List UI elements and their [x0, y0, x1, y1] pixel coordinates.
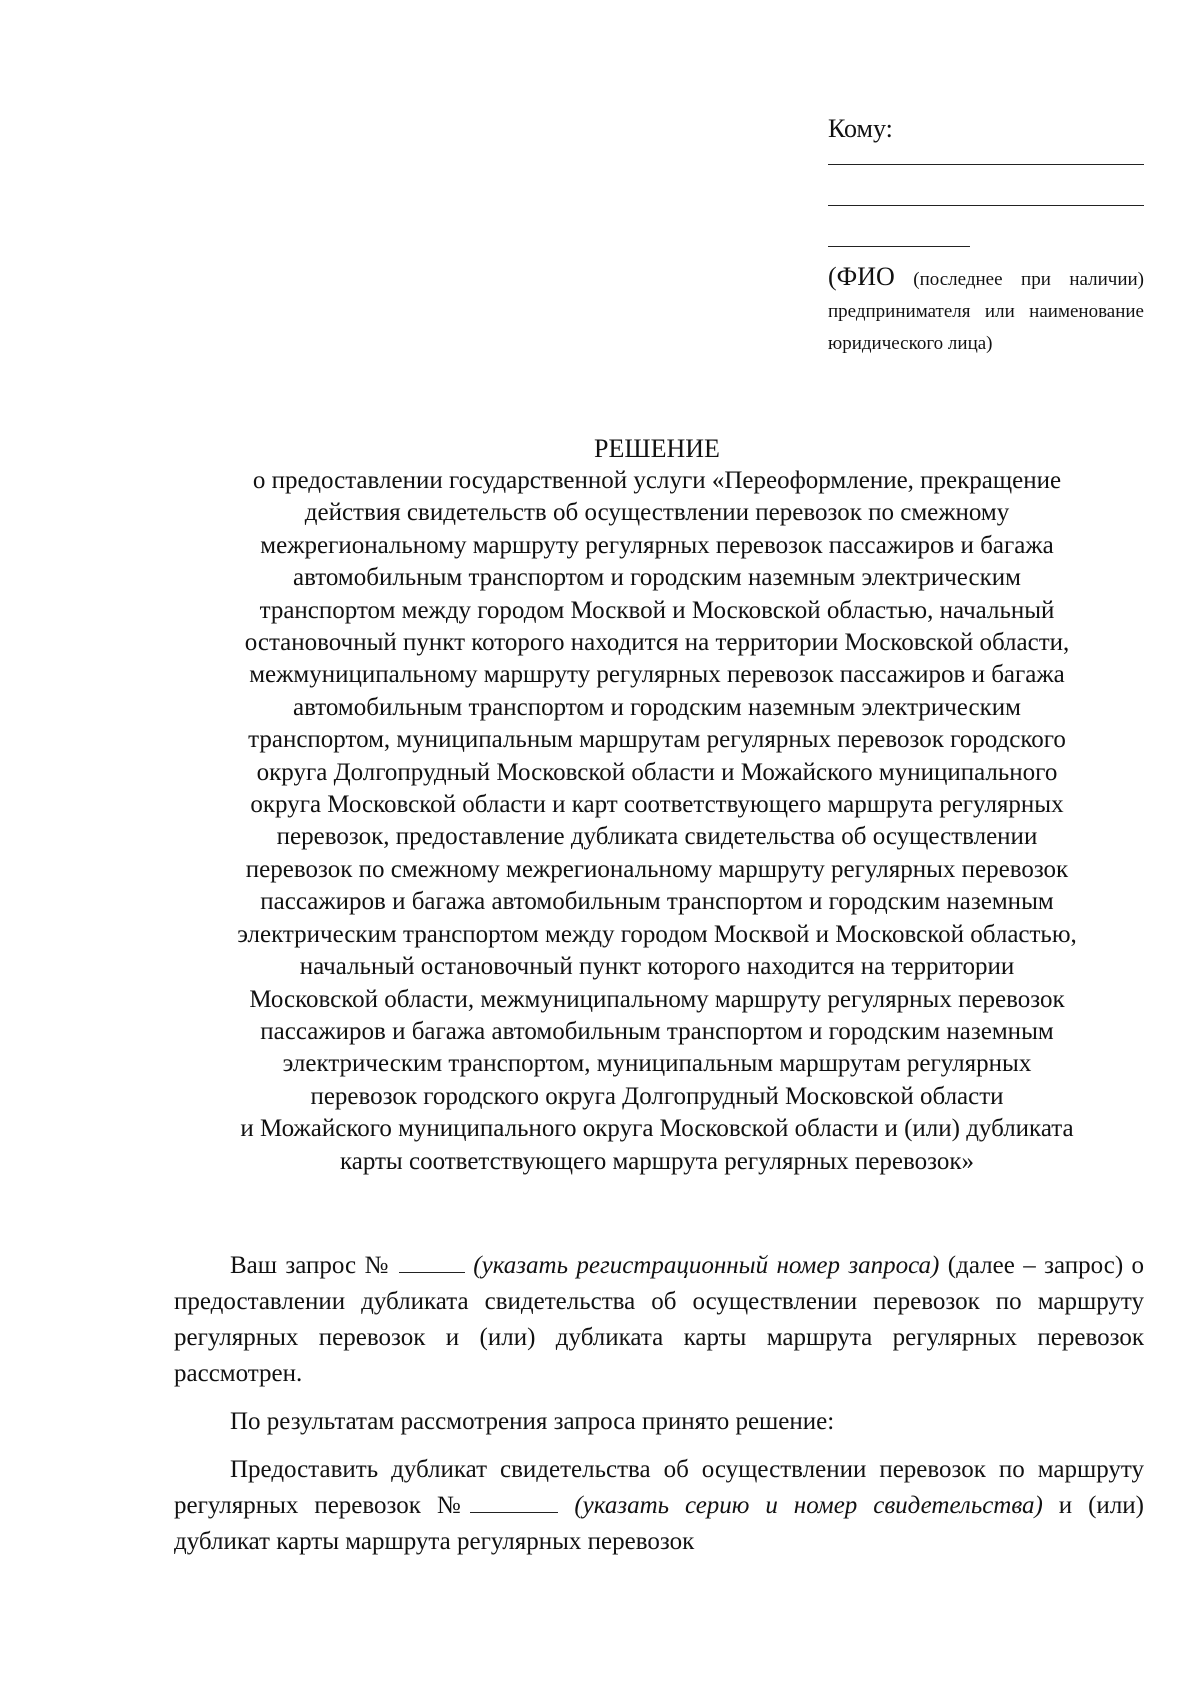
subtitle-line: перевозок по смежному межрегиональному маршруту регулярных перевозок: [245, 855, 1069, 883]
subtitle-line: межмуниципальному маршруту регулярных перевозок пассажиров и багажа: [249, 661, 1065, 689]
subtitle-line: перевозок городского округа Долгопрудный Московской области: [310, 1082, 1004, 1110]
grant-paragraph: [174, 1452, 1144, 1560]
subtitle-line: электрическим транспортом между городом Москвой и Московской областью,: [237, 920, 1077, 948]
subtitle-line: действия свидетельств об осуществлении перевозок по смежному: [304, 499, 1010, 527]
subtitle-line: автомобильным транспортом и городским наземным электрическим: [293, 693, 1021, 721]
certificate-number-blank: [470, 1490, 558, 1513]
subtitle-line: транспортом между городом Москвой и Московской областью, начальный: [259, 596, 1055, 624]
addressee-blank-line-3: [828, 246, 970, 247]
to-label: Кому:: [828, 114, 893, 143]
subtitle-line: карты соответствующего маршрута регулярных перевозок»: [339, 1147, 975, 1175]
request-number-label: Ваш запрос №: [230, 1252, 391, 1279]
subtitle-line: округа Московской области и карт соответствующего маршрута регулярных: [250, 791, 1064, 819]
subtitle-line: остановочный пункт которого находится на территории Московской области,: [244, 629, 1070, 657]
request-number-hint: (указать регистрационный номер запроса): [473, 1252, 940, 1279]
addressee-blank-line-1: [828, 164, 1144, 165]
decision-title: РЕШЕНИЕ: [594, 434, 720, 463]
decision-subtitle: [168, 465, 1146, 1178]
addressee-block: [828, 112, 1144, 360]
request-number-blank: [399, 1250, 465, 1273]
subtitle-line: автомобильным транспортом и городским наземным электрическим: [293, 564, 1021, 592]
request-paragraph: [174, 1248, 1144, 1392]
subtitle-line: Московской области, межмуниципальному маршруту регулярных перевозок: [249, 985, 1065, 1013]
subtitle-line: пассажиров и багажа автомобильным транспортом и городским наземным: [260, 888, 1054, 916]
subtitle-line: транспортом, муниципальным маршрутам регулярных перевозок городского: [248, 726, 1066, 754]
grant-paragraph-end: и (или) дубликат карты маршрута регулярных перевозок: [174, 1492, 1144, 1555]
grant-paragraph-text: Предоставить дубликат свидетельства об осуществлении перевозок по маршруту регулярных перевозок №: [174, 1456, 1144, 1519]
certificate-number-hint: (указать серию и номер свидетельства): [574, 1492, 1043, 1519]
subtitle-line: о предоставлении государственной услуги «Переоформление, прекращение: [252, 467, 1062, 494]
subtitle-line: и Можайского муниципального округа Московской области и (или) дубликата: [240, 1115, 1074, 1143]
result-paragraph: По результатам рассмотрения запроса принято решение:: [230, 1408, 835, 1435]
addressee-note: [828, 261, 1144, 360]
addressee-note-rest: (последнее при наличии) предпринимателя или наименование юридического лица): [828, 269, 1144, 354]
subtitle-line: округа Долгопрудный Московской области и Можайского муниципального: [256, 758, 1058, 786]
subtitle-line: электрическим транспортом, муниципальным маршрутам регулярных: [282, 1050, 1032, 1078]
addressee-note-fio: (ФИО: [828, 262, 895, 291]
addressee-blank-line-2: [828, 205, 1144, 206]
subtitle-line: пассажиров и багажа автомобильным транспортом и городским наземным: [260, 1017, 1054, 1045]
decision-heading: [168, 433, 1146, 1178]
subtitle-line: перевозок, предоставление дубликата свидетельства об осуществлении: [276, 823, 1038, 851]
decision-body: [174, 1248, 1144, 1560]
request-paragraph-text: (далее – запрос) о предоставлении дубликата свидетельства об осуществлении перевозок по маршруту регулярных перевозок и (или) дубликата карты маршрута регулярных перевозок рассмотрен.: [174, 1252, 1145, 1387]
subtitle-line: начальный остановочный пункт которого находится на территории: [299, 953, 1015, 981]
subtitle-line: межрегиональному маршруту регулярных перевозок пассажиров и багажа: [260, 531, 1054, 559]
